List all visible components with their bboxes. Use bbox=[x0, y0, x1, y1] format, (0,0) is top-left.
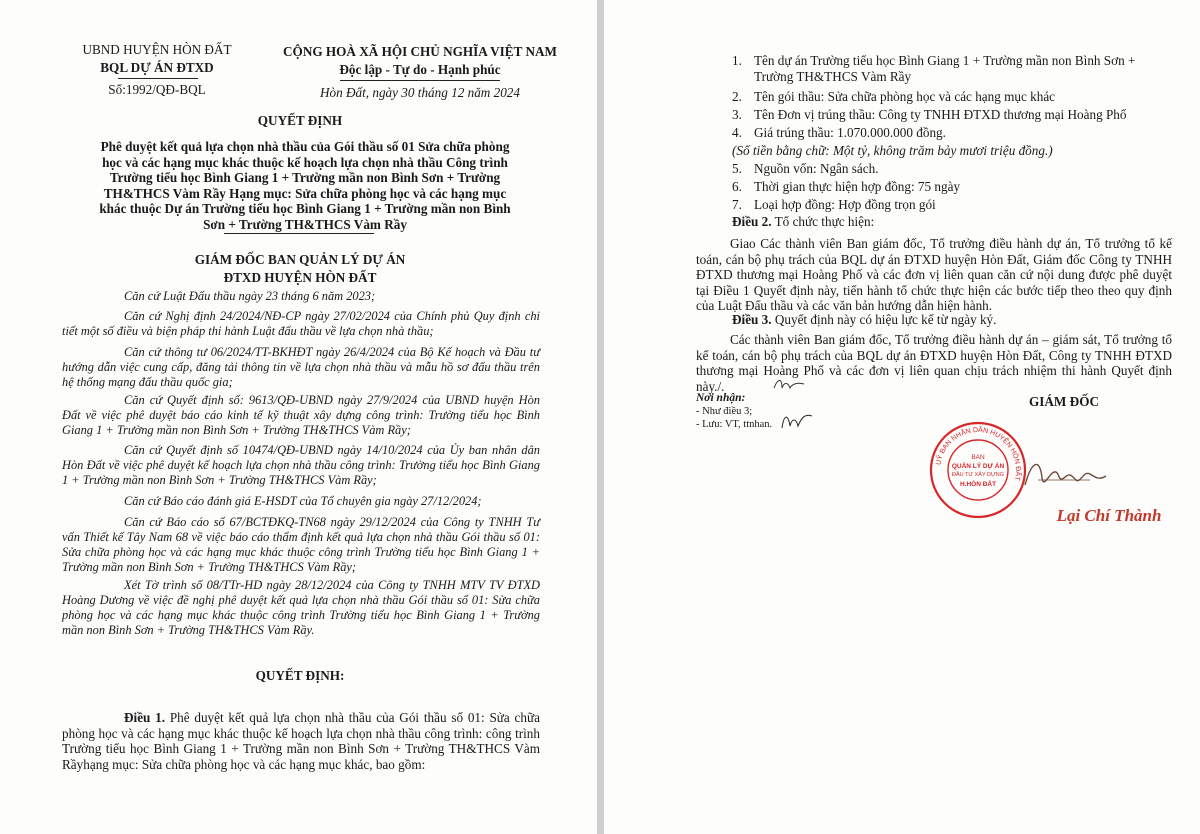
official-stamp-icon bbox=[928, 420, 1028, 520]
list-item bbox=[732, 125, 1162, 141]
item-number: 2. bbox=[732, 89, 742, 104]
list-item bbox=[732, 179, 1162, 195]
unit-name: BQL DỰ ÁN ĐTXD bbox=[100, 60, 214, 75]
subject-underline bbox=[224, 233, 374, 234]
authority-line-1: GIÁM ĐỐC BAN QUẢN LÝ DỰ ÁN bbox=[194, 252, 406, 267]
legal-basis-7: Căn cứ Báo cáo số 67/BCTĐKQ-TN68 ngày 29/12/2024 của Công ty TNHH Tư vấn Thiết kế Tây Nam 68 về việc báo cáo thẩm định kết quả lựa chọn nhà thầu Gói thầu số 01: Sửa chữa phòng học và các hạng mục khác thuộc công trình Trường tiểu học Bình Giang 1 + Trường mần non Bình Sơn + Trường TH&THCS Vàm Rầy; bbox=[62, 515, 540, 574]
article-2-body: Giao Các thành viên Ban giám đốc, Tổ trưởng điều hành dự án, Tổ trưởng tổ kế toán, cán bộ phụ trách của BQL dự án ĐTXD huyện Hòn Đất, Giám đốc Công ty TNHH ĐTXD thương mại Hoàng Phố và các đơn vị liên quan căn cứ nội dung được phê duyệt tại Điều 1 Quyết định này, tiến hành tổ chức thực hiện các bước tiếp theo theo quy định của Luật Đấu thầu và các văn bản hướng dẫn hiện hành. bbox=[696, 236, 1172, 313]
item-number: 6. bbox=[732, 179, 742, 194]
article-2-title: Tổ chức thực hiện: bbox=[771, 214, 875, 229]
document-number: Số:1992/QĐ-BQL bbox=[108, 82, 206, 97]
legal-basis-2: Căn cứ Nghị định 24/2024/NĐ-CP ngày 27/02/2024 của Chính phủ Quy định chi tiết một số điều và biện pháp thi hành Luật đấu thầu về lựa chọn nhà thầu; bbox=[62, 309, 540, 338]
subject-line: Trường tiểu học Bình Giang 1 + Trường mần non Bình Sơn + Trường bbox=[109, 170, 501, 185]
recipient-item: - Như điều 3; bbox=[696, 406, 753, 417]
motto-underline bbox=[340, 80, 500, 81]
authority-line-2: ĐTXD HUYỆN HÒN ĐẤT bbox=[223, 270, 377, 285]
amount-in-words: (Số tiền bằng chữ: Một tỷ, không trăm bảy mươi triệu đồng.) bbox=[732, 143, 1053, 158]
legal-basis-8: Xét Tờ trình số 08/TTr-HD ngày 28/12/2024 của Công ty TNHH MTV TV ĐTXD Hoàng Dương về việc đề nghị phê duyệt kết quả lựa chọn nhà thầu Gói thầu số 01: Sửa chữa phòng học và các hạng mục khác thuộc công trình Trường tiểu học Bình Giang 1 + Trường mần non Bình Sơn + Trường TH&THCS Vàm Rầy. bbox=[62, 578, 540, 637]
list-item bbox=[732, 107, 1162, 123]
unit-underline bbox=[118, 78, 198, 79]
article-2-heading bbox=[732, 214, 1172, 230]
stamp-line: H.HÒN ĐẤT bbox=[959, 481, 997, 488]
item-number: 4. bbox=[732, 125, 742, 140]
article-1 bbox=[62, 710, 540, 772]
item-number: 3. bbox=[732, 107, 742, 122]
agency-name: UBND HUYỆN HÒN ĐẤT bbox=[82, 42, 232, 57]
item-text: Nguồn vốn: Ngân sách. bbox=[754, 161, 879, 176]
motto: Độc lập - Tự do - Hạnh phúc bbox=[339, 62, 501, 77]
item-number: 1. bbox=[732, 53, 742, 68]
signer-name: Lại Chí Thành bbox=[1056, 506, 1162, 525]
stamp-inner-ring bbox=[948, 440, 1008, 500]
decision-subject bbox=[70, 139, 540, 232]
list-item bbox=[732, 161, 1162, 177]
article-3-title: Quyết định này có hiệu lực kể từ ngày ký. bbox=[771, 312, 997, 327]
item-text: Thời gian thực hiện hợp đồng: 75 ngày bbox=[754, 179, 961, 194]
stamp-line: BAN bbox=[971, 454, 985, 461]
signature-icon bbox=[1020, 450, 1110, 500]
page-gutter bbox=[597, 0, 604, 834]
subject-line: TH&THCS Vàm Rầy Hạng mục: Sửa chữa phòng học và các hạng mục bbox=[103, 185, 507, 201]
article-1-text: Phê duyệt kết quả lựa chọn nhà thầu của Gói thầu số 01: Sửa chữa phòng học và các hạng mục khác thuộc kế hoạch lựa chọn nhà thầu công trình: công trình Trường tiểu học Bình Giang 1 + Trường mần non Bình Sơn + Trường TH&THCS Vàm Rầyhạng mục: Sửa chữa phòng học và các hạng mục khác, bao gồm: bbox=[62, 710, 540, 772]
stamp-line: ĐẦU TƯ XÂY DỰNG bbox=[952, 472, 1004, 478]
left-page bbox=[0, 0, 597, 834]
place-date: Hòn Đất, ngày 30 tháng 12 năm 2024 bbox=[319, 85, 520, 100]
stamp-ring-text: UỶ BAN NHÂN DÂN HUYỆN HÒN ĐẤT bbox=[935, 426, 1022, 482]
legal-basis-4: Căn cứ Quyết định số: 9613/QĐ-UBND ngày 27/9/2024 của UBND huyện Hòn Đất về việc phê duyệt báo cáo kinh tế kỹ thuật xây dựng công trình: Trường tiểu học Bình Giang 1 + Trường mần non Bình Sơn + Trường TH&THCS Vàm Rầy; bbox=[62, 393, 540, 437]
item-text: Tên dự án Trường tiểu học Bình Giang 1 + Trường mần non Bình Sơn + Trường TH&THCS Vàm Rầy bbox=[754, 53, 1136, 84]
legal-basis-1: Căn cứ Luật Đấu thầu ngày 23 tháng 6 năm 2023; bbox=[124, 289, 376, 303]
recipient-item: - Lưu: VT, ttnhan. bbox=[696, 419, 773, 430]
item-text: Tên gói thầu: Sửa chữa phòng học và các hạng mục khác bbox=[754, 89, 1056, 104]
article-3-label: Điều 3. bbox=[732, 312, 772, 327]
republic-heading: CỘNG HOÀ XÃ HỘI CHỦ NGHĨA VIỆT NAM bbox=[283, 44, 557, 59]
item-number: 7. bbox=[732, 197, 742, 212]
subject-line: học và các hạng mục khác thuộc kế hoạch lựa chọn nhà thầu Công trình bbox=[102, 154, 508, 170]
article-1-label: Điều 1. bbox=[124, 710, 166, 725]
stamp-line: QUẢN LÝ DỰ ÁN bbox=[951, 463, 1005, 470]
initials-icon bbox=[780, 410, 814, 432]
document-title: QUYẾT ĐỊNH bbox=[257, 113, 343, 128]
recipients-label: Nơi nhận: bbox=[696, 392, 746, 404]
legal-basis-6: Căn cứ Báo cáo đánh giá E-HSDT của Tổ chuyên gia ngày 27/12/2024; bbox=[124, 494, 482, 508]
subject-line: khác thuộc Dự án Trường tiểu học Bình Giang 1 + Trường mần non Bình bbox=[99, 201, 511, 216]
item-number: 5. bbox=[732, 161, 742, 176]
subject-line: Sơn + Trường TH&THCS Vàm Rầy bbox=[203, 216, 407, 232]
list-item bbox=[732, 89, 1162, 105]
subject-line: Phê duyệt kết quả lựa chọn nhà thầu của Gói thầu số 01 Sửa chữa phòng bbox=[100, 139, 510, 154]
signer-title: GIÁM ĐỐC bbox=[1029, 394, 1099, 409]
article-3-heading bbox=[732, 312, 1172, 328]
stamp-outer-ring bbox=[931, 423, 1025, 517]
right-page bbox=[604, 0, 1200, 834]
initials-icon bbox=[772, 376, 806, 394]
legal-basis-3: Căn cứ thông tư 06/2024/TT-BKHĐT ngày 26/4/2024 của Bộ Kế hoạch và Đầu tư hướng dẫn việc cung cấp, đăng tải thông tin về lựa chọn nhà thầu và mẫu hồ sơ đấu thầu trên hệ thống mạng đấu thầu quốc gia; bbox=[62, 345, 540, 389]
list-item bbox=[732, 197, 1162, 213]
item-text: Loại hợp đồng: Hợp đồng trọn gói bbox=[754, 197, 936, 212]
decision-heading: QUYẾT ĐỊNH: bbox=[255, 668, 345, 683]
article-2-label: Điều 2. bbox=[732, 214, 772, 229]
article-3-body: Các thành viên Ban giám đốc, Tổ trưởng điều hành dự án – giám sát, Tổ trưởng tổ kế toán, cán bộ phụ trách của BQL dự án ĐTXD huyện Hòn Đất, Công ty TNHH ĐTXD thương mại Hoàng Phố và các đơn vị liên quan chịu trách nhiệm thi hành Quyết định này./. bbox=[696, 332, 1172, 394]
legal-basis-5: Căn cứ Quyết định số 10474/QĐ-UBND ngày 14/10/2024 của Ủy ban nhân dân Hòn Đất về việc phê duyệt kế hoạch lựa chọn nhà thầu công trình: Trường tiểu học Bình Giang 1 + Trường mần non Bình Sơn + Trường TH&THCS Vàm Rầy; bbox=[62, 443, 540, 487]
item-text: Tên Đơn vị trúng thầu: Công ty TNHH ĐTXD thương mại Hoàng Phố bbox=[754, 107, 1127, 122]
item-text: Giá trúng thầu: 1.070.000.000 đồng. bbox=[754, 125, 946, 140]
list-item bbox=[732, 53, 1162, 84]
